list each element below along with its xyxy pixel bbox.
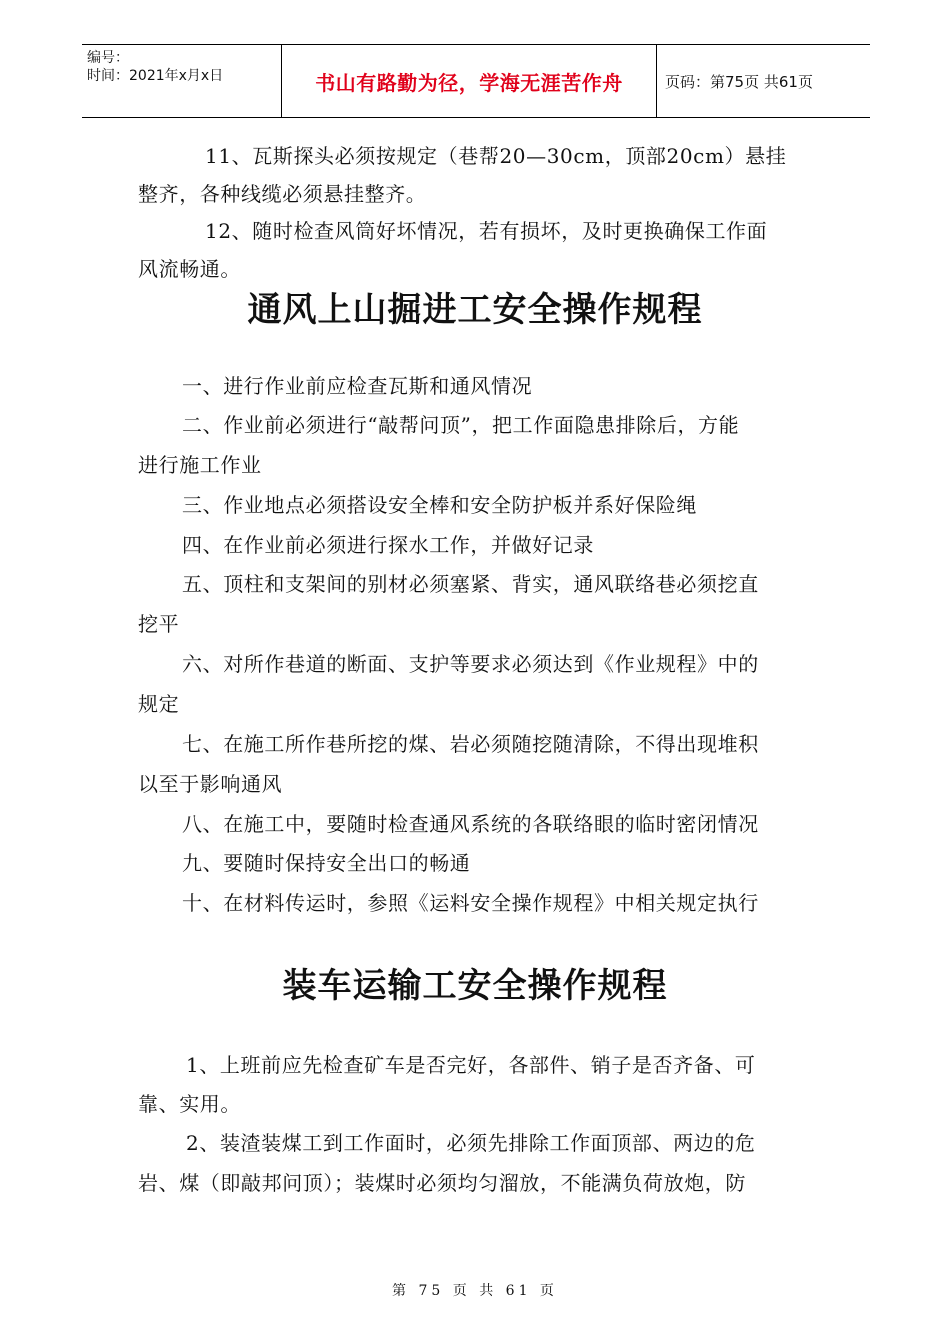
paragraph-line: 六、对所作巷道的断面、支护等要求必须达到《作业规程》中的	[182, 652, 759, 676]
page-header	[82, 44, 870, 118]
motto-text: 书山有路勤为径，学海无涯苦作舟	[315, 70, 623, 95]
header-page-code-cell	[657, 45, 870, 117]
paragraph-line: 二、作业前必须进行“敲帮问顶”，把工作面隐患排除后，方能	[182, 413, 740, 437]
paragraph-line: 一、进行作业前应检查瓦斯和通风情况	[182, 374, 533, 398]
header-motto-cell	[282, 45, 657, 117]
paragraph-line: 靠、实用。	[138, 1092, 241, 1116]
section-title: 装车运输工安全操作规程	[282, 966, 668, 1006]
paragraph-line: 挖平	[138, 612, 180, 636]
paragraph-line: 八、在施工中，要随时检查通风系统的各联络眼的临时密闭情况	[182, 812, 759, 836]
paragraph-line: 风流畅通。	[138, 257, 241, 281]
paragraph-line: 进行施工作业	[138, 453, 262, 477]
section-title: 通风上山掘进工安全操作规程	[247, 290, 703, 330]
paragraph-line: 1、上班前应先检查矿车是否完好，各部件、销子是否齐备、可	[186, 1053, 756, 1077]
page-code: 页码：第75页 共61页	[665, 72, 813, 91]
paragraph-line: 四、在作业前必须进行探水工作，并做好记录	[182, 533, 594, 557]
paragraph-line: 整齐，各种线缆必须悬挂整齐。	[138, 182, 427, 206]
paragraph-line: 十、在材料传运时，参照《运料安全操作规程》中相关规定执行	[182, 891, 759, 915]
paragraph-line: 三、作业地点必须搭设安全棒和安全防护板并系好保险绳	[182, 493, 697, 517]
page-footer: 第 75 页 共 61 页	[392, 1283, 558, 1299]
paragraph-line: 岩、煤（即敲邦问顶）；装煤时必须均匀溜放，不能满负荷放炮，防	[138, 1171, 746, 1195]
paragraph-line: 七、在施工所作巷所挖的煤、岩必须随挖随清除，不得出现堆积	[182, 732, 759, 756]
paragraph-line: 以至于影响通风	[138, 772, 283, 796]
paragraph-line: 九、要随时保持安全出口的畅通	[182, 851, 471, 875]
paragraph-line: 11、瓦斯探头必须按规定（巷帮20—30cm，顶部20cm）悬挂	[205, 144, 787, 168]
paragraph-line: 五、顶柱和支架间的别材必须塞紧、背实，通风联络巷必须挖直	[182, 572, 759, 596]
paragraph-line: 规定	[138, 692, 180, 716]
paragraph-line: 2、装渣装煤工到工作面时，必须先排除工作面顶部、两边的危	[186, 1131, 756, 1155]
header-info-cell	[82, 45, 282, 117]
serial-label: 编号：	[87, 50, 129, 66]
paragraph-line: 12、随时检查风筒好坏情况，若有损坏，及时更换确保工作面	[205, 219, 768, 243]
time-label: 时间：2021年x月x日	[87, 68, 224, 84]
